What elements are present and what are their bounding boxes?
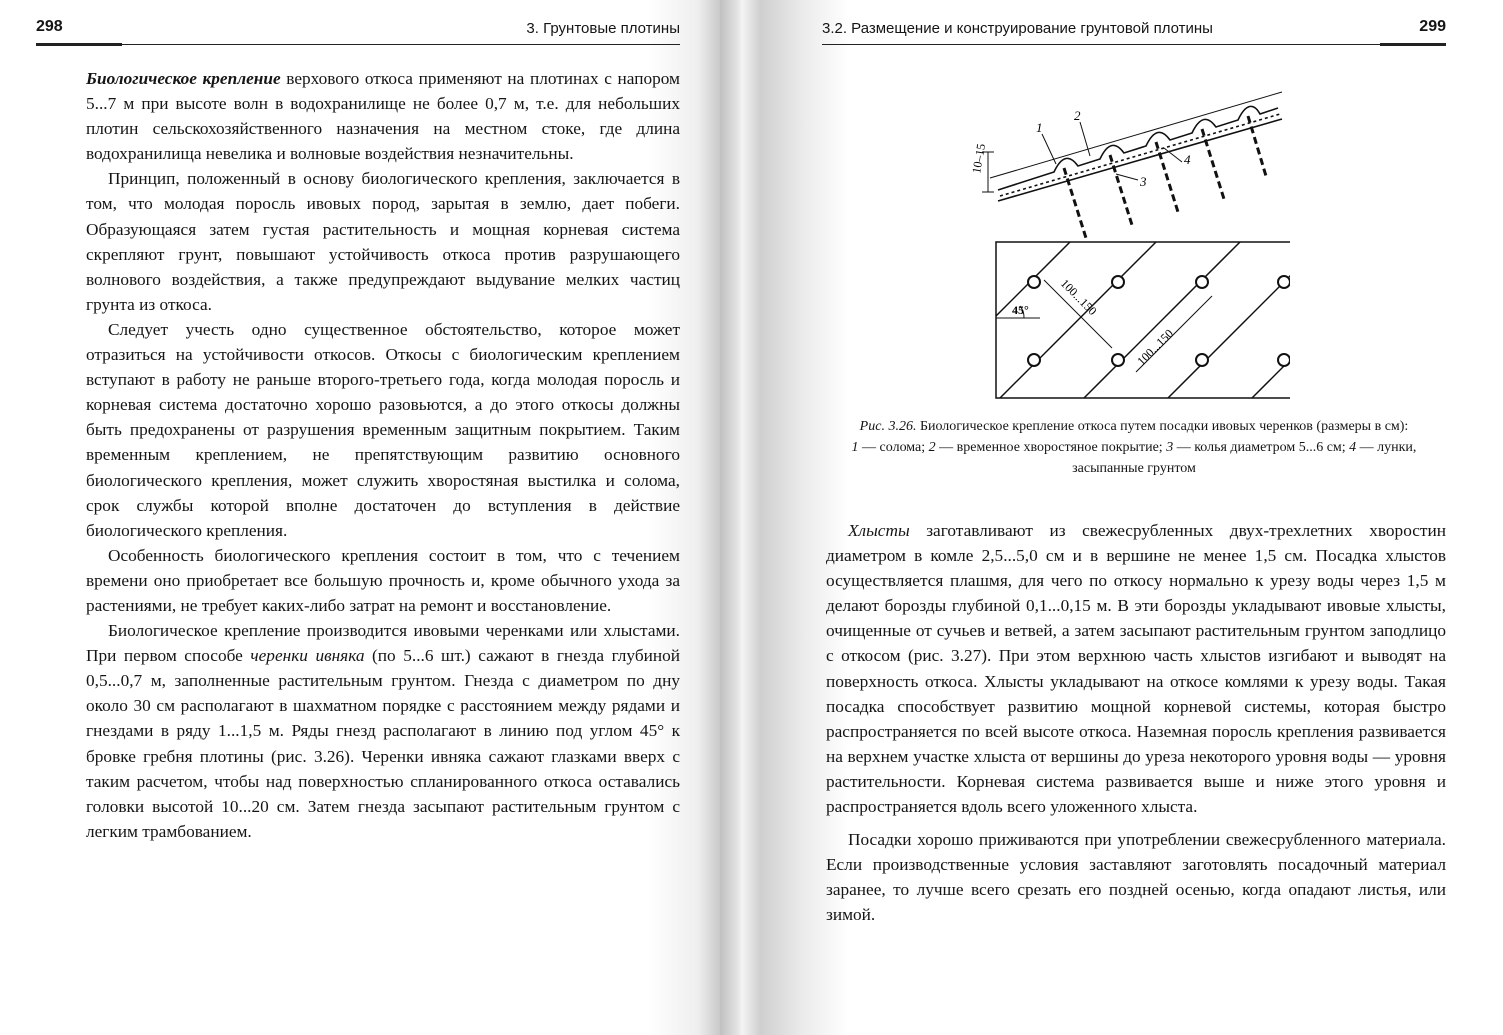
right-body-text xyxy=(826,518,1446,928)
left-running-head xyxy=(36,18,680,42)
figure-label-3: 3 xyxy=(1140,174,1147,189)
right-running-head xyxy=(822,18,1446,42)
slope-cross-section xyxy=(982,92,1282,238)
figure-label-4: 4 xyxy=(1184,152,1191,167)
paragraph: Биологическое крепление производится ивовыми черенками или хлыстами. При первом способе черенки ивняка (по 5...6 шт.) сажают в гнезда глубиной 0,5...0,7 м, заполненные растительным грунтом. Гнезда с диаметром по дну около 30 см располагают в шахматном порядке с расстоянием между рядами и гнездами в ряду 1...1,5 м. Ряды гнезд располагают в линию под углом 45° к бровке гребня плотины (рис. 3.26). Черенки ивняка сажают глазками вверх с таким расчетом, чтобы над поверхностью спланированного откоса оставались головки высотой 10...20 см. Затем гнезда засыпают растительным грунтом с легким трамбованием. xyxy=(86,621,680,841)
left-page-number: 298 xyxy=(36,18,63,35)
figure-spacing-label-1: 100...150 xyxy=(1057,276,1100,318)
left-running-title: 3. Грунтовые плотины xyxy=(526,20,680,37)
figure-label-2: 2 xyxy=(1074,108,1081,123)
caption-title: Рис. 3.26. Биологическое крепление откоса путем посадки ивовых черенков (размеры в см): xyxy=(859,419,1409,434)
book-gutter xyxy=(720,0,760,1035)
caption-label: Рис. 3.26. xyxy=(859,419,917,434)
right-page-number: 299 xyxy=(1419,18,1446,35)
paragraph-lead: Хлысты xyxy=(848,521,910,540)
figure-caption xyxy=(822,416,1446,479)
right-header-rule-thick xyxy=(1380,43,1446,46)
paragraph: Посадки хорошо приживаются при употреблении свежесрубленного материала. Если производственные условия заставляют заготовлять посадочный материал заранее, то лучше всего срезать его поздней осенью, когда опадают листья, или зимой. xyxy=(826,830,1446,925)
slope-plan-view xyxy=(996,242,1290,398)
paragraph: Принцип, положенный в основу биологического крепления, заключается в том, что молодая поросль ивовых пород, зарытая в землю, дает побеги. Образующаяся затем густая растительность и мощная корневая система скрепляют грунт, повышают устойчивость откоса против разрушающего волнового воздействия, а также предупреждают выдувание мелких частиц грунта из откоса. xyxy=(86,169,680,314)
figure-thickness-label: 10–15 xyxy=(969,142,989,175)
left-page xyxy=(0,0,720,1035)
figure-label-1: 1 xyxy=(1036,120,1043,135)
right-header-rule xyxy=(822,44,1446,45)
right-running-title: 3.2. Размещение и конструирование грунтовой плотины xyxy=(822,20,1213,37)
paragraph: Биологическое крепление верхового откоса применяют на плотинах с напором 5...7 м при высоте волн в водохранилище не более 0,7 м, т.е. для небольших плотин сельскохозяйственного назначения на местном стоке, где длина водохранилища невелика и волновые воздействия незначительны. xyxy=(86,69,680,164)
paragraph: Следует учесть одно существенное обстоятельство, которое может отразиться на устойчивости откосов. Откосы с биологическим креплением вступают в работу не раньше второго-третьего года, когда молодая поросль и корневая система достаточно хорошо разовьются, а до этого откосы должны быть предохранены от разрушения временным защитным покрытием. Таким временным креплением, не препятствующим развитию основного биологического крепления, может служить хворостяная выстилка и солома, срок службы которой вполне достаточен до вступления в действие биологического крепления. xyxy=(86,319,680,540)
figure-3-26 xyxy=(960,70,1290,405)
right-page xyxy=(760,0,1503,1035)
paragraph-lead: Биологическое крепление xyxy=(86,69,281,88)
paragraph: Хлысты заготавливают из свежесрубленных двух-трехлетних хворостин диаметром в комле 2,5...5,0 см и в вершине не менее 1,5 см. Посадка хлыстов осуществляется плашмя, для чего по откосу нормально к урезу воды через 1,5 м делают борозды глубиной 0,1...0,15 м. В эти борозды укладывают ивовые хлысты, очищенные от сучьев и ветвей, а затем засыпают растительным грунтом заподлицо с откосом (рис. 3.27). При этом верхнюю часть хлыстов изгибают и выводят на поверхность откоса. Хлысты укладывают на откосе комлями к урезу воды. Такая посадка способствует развитию мощной корневой системы, которая быстро распространяется по всей высоте откоса. Наземная поросль крепления развивается на верхнем участке хлыста от вершины до уреза некоторого уровня воды — уровня растительности. Корневая система развивается выше и ниже этого уровня и распространяется вдоль всего уложенного хлыста. xyxy=(826,521,1446,817)
left-header-rule xyxy=(36,44,680,45)
paragraph: Особенность биологического крепления состоит в том, что с течением времени оно приобретает все большую прочность и, кроме обычного ухода за растениями, не требует каких-либо затрат на ремонт и восстановление. xyxy=(86,545,680,615)
left-body-text xyxy=(86,66,680,844)
emphasis: черенки ивняка xyxy=(250,646,365,666)
caption-legend: 1 — солома; 2 — временное хворостяное покрытие; 3 — колья диаметром 5...6 см; 4 — лунки, засыпанные грунтом xyxy=(851,440,1417,476)
figure-angle-label: 45° xyxy=(1012,303,1029,317)
figure-spacing-label-2: 100...150 xyxy=(1134,326,1176,369)
